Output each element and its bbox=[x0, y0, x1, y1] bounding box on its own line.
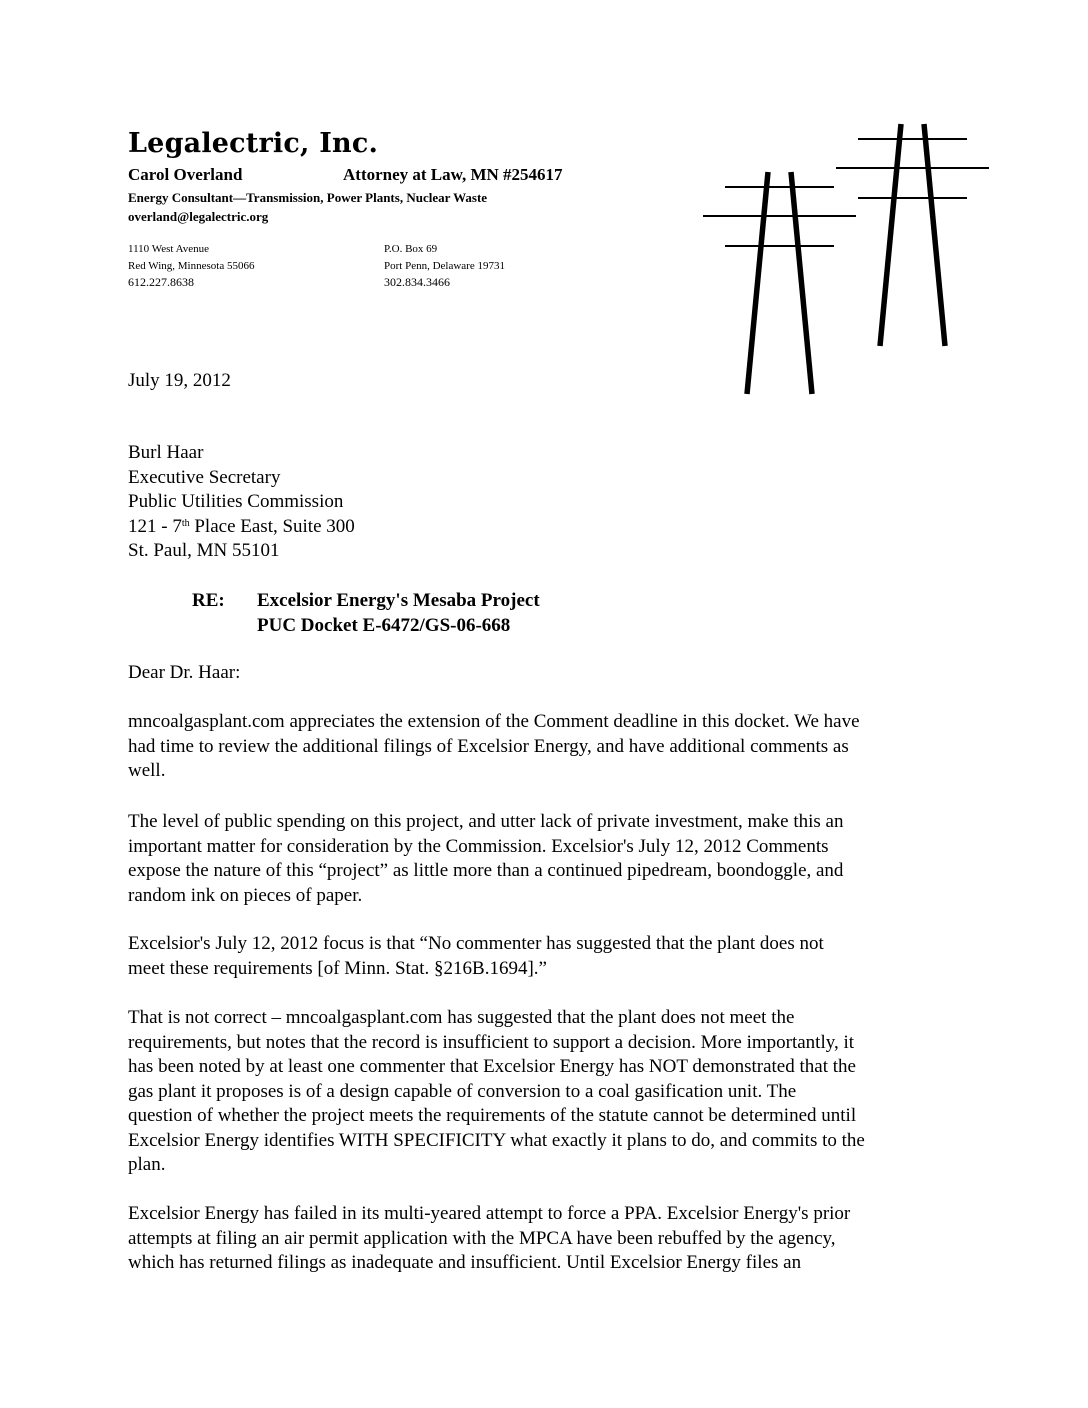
street-ordinal: th bbox=[181, 517, 190, 529]
letter-date: July 19, 2012 bbox=[128, 370, 231, 391]
paragraph-line: plan. bbox=[128, 1154, 166, 1175]
paragraph-3 bbox=[128, 932, 963, 981]
paragraph-5 bbox=[128, 1202, 963, 1276]
consultant-line: Energy Consultant—Transmission, Power Plants, Nuclear Waste bbox=[128, 190, 488, 205]
paragraph-line: meet these requirements [of Minn. Stat. §216B.1694].” bbox=[128, 957, 547, 979]
paragraph-2 bbox=[128, 810, 963, 908]
recipient-name: Burl Haar bbox=[128, 442, 204, 463]
subject-line-2: PUC Docket E-6472/GS-06-668 bbox=[257, 614, 511, 636]
paragraph-line: Excelsior's July 12, 2012 focus is that “No commenter has suggested that the plant does not bbox=[128, 933, 824, 954]
paragraph-line: That is not correct – mncoalgasplant.com has suggested that the plant does not meet the bbox=[128, 1007, 795, 1028]
left-tower-leg-right bbox=[791, 172, 812, 394]
paragraph-line: gas plant it proposes is of a design capable of conversion to a coal gasification unit. The bbox=[128, 1080, 797, 1102]
attorney-name: Carol Overland bbox=[128, 165, 243, 184]
address-city: Red Wing, Minnesota 55066 bbox=[128, 259, 255, 272]
paragraph-line: Excelsior Energy identifies WITH SPECIFICITY what exactly it plans to do, and commits to the bbox=[128, 1129, 865, 1151]
address-phone: 302.834.3466 bbox=[384, 275, 450, 289]
firm-name: Legalectric, Inc. bbox=[128, 128, 379, 159]
recipient-street bbox=[128, 515, 355, 540]
address-minnesota bbox=[128, 241, 254, 291]
paragraph-line: expose the nature of this “project” as little more than a continued pipedream, boondoggle, and bbox=[128, 860, 844, 881]
paragraph-line: well. bbox=[128, 760, 166, 781]
address-phone: 612.227.8638 bbox=[128, 275, 194, 289]
subject-label: RE: bbox=[192, 590, 225, 611]
address-street: P.O. Box 69 bbox=[384, 243, 438, 255]
paragraph-line: Excelsior Energy has failed in its multi-yeared attempt to force a PPA. Excelsior Energy's prior bbox=[128, 1203, 851, 1224]
address-city: Port Penn, Delaware 19731 bbox=[384, 259, 505, 272]
attorney-line bbox=[128, 165, 648, 185]
street-number: 121 - 7 bbox=[128, 515, 182, 537]
paragraph-1 bbox=[128, 710, 963, 784]
salutation: Dear Dr. Haar: bbox=[128, 662, 241, 683]
address-delaware bbox=[384, 241, 505, 291]
paragraph-4 bbox=[128, 1006, 963, 1178]
paragraph-line: mncoalgasplant.com appreciates the extension of the Comment deadline in this docket. We have bbox=[128, 711, 860, 732]
recipient-city: St. Paul, MN 55101 bbox=[128, 540, 280, 561]
address-street: 1110 West Avenue bbox=[128, 243, 209, 255]
right-tower-leg-right bbox=[924, 124, 945, 346]
paragraph-line: which has returned filings as inadequate and insufficient. Until Excelsior Energy files an bbox=[128, 1252, 802, 1273]
paragraph-line: requirements, but notes that the record is insufficient to support a decision. More importantly, it bbox=[128, 1031, 855, 1053]
paragraph-line: attempts at filing an air permit application with the MPCA have been rebuffed by the agency, bbox=[128, 1227, 836, 1249]
paragraph-line: question of whether the project meets the requirements of the statute cannot be determined until bbox=[128, 1105, 857, 1126]
power-line-towers-icon bbox=[690, 110, 1000, 400]
paragraph-line: random ink on pieces of paper. bbox=[128, 884, 363, 906]
street-rest: Place East, Suite 300 bbox=[189, 515, 355, 537]
left-tower-leg-left bbox=[747, 172, 768, 394]
subject-line-1: Excelsior Energy's Mesaba Project bbox=[257, 590, 540, 611]
attorney-title: Attorney at Law, MN #254617 bbox=[343, 165, 563, 184]
recipient-address bbox=[128, 441, 355, 564]
paragraph-line: The level of public spending on this project, and utter lack of private investment, make this an bbox=[128, 811, 844, 832]
email: overland@legalectric.org bbox=[128, 209, 269, 224]
recipient-organization: Public Utilities Commission bbox=[128, 491, 344, 512]
paragraph-line: has been noted by at least one commenter that Excelsior Energy has NOT demonstrated that the bbox=[128, 1056, 856, 1077]
paragraph-line: important matter for consideration by the Commission. Excelsior's July 12, 2012 Comments bbox=[128, 835, 829, 857]
recipient-title: Executive Secretary bbox=[128, 466, 281, 488]
paragraph-line: had time to review the additional filings of Excelsior Energy, and have additional comments as bbox=[128, 735, 849, 757]
right-tower-leg-left bbox=[880, 124, 901, 346]
